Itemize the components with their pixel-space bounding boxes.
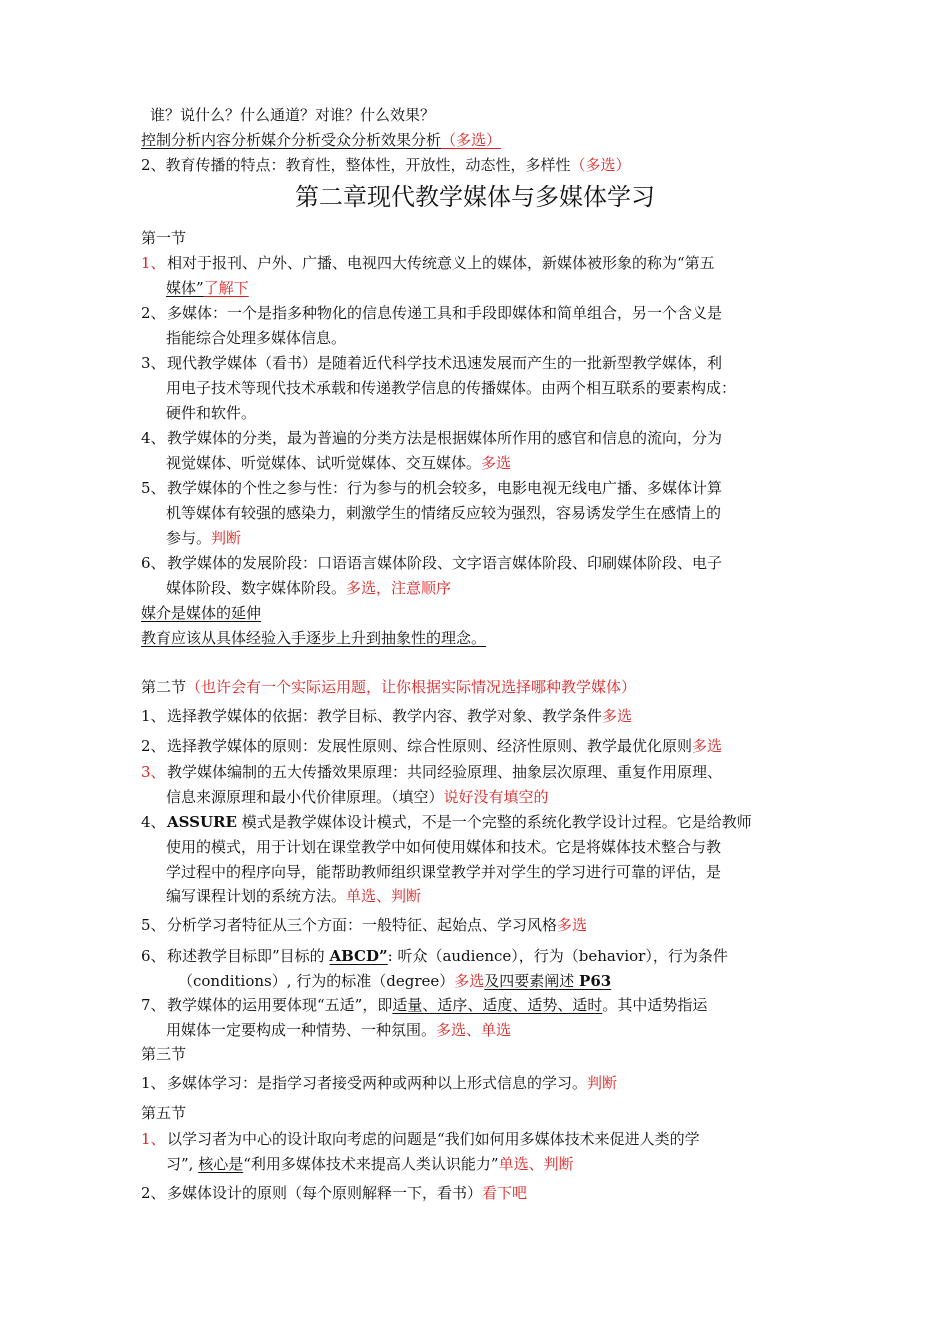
red-note: 多选 [692,737,723,755]
text: “利用多媒体技术来提高人类认识能力” [243,1155,499,1173]
underlined-text: 及四要素阐述 [484,972,580,990]
text: 编写课程计划的系统方法。 [166,887,347,905]
list-item [141,1128,700,1150]
red-note: 多选 [454,972,485,990]
list-item [141,477,722,499]
item-number: 3、 [141,763,166,781]
text: 教学媒体的运用要体现“五适”，即 [167,996,393,1014]
red-note: 看下吧 [482,1184,528,1202]
text-line [166,577,451,599]
section-heading: 第三节 [141,1045,187,1063]
text: 。其中适势指运 [602,996,708,1014]
text-line [166,452,511,474]
item-number: 5、 [141,916,166,934]
red-note: （多选） [570,156,631,174]
text: 参与。 [166,529,212,547]
list-item [141,302,722,324]
red-note: （也许会有一个实际运用题，让你根据实际情况选择哪种教学媒体） [186,678,637,696]
red-note: 单选、判断 [346,887,422,905]
text: : 听众（audience），行为（behavior），行为条件 [387,947,728,965]
item-number: 6、 [141,947,166,965]
red-note: 多选，注意顺序 [346,579,452,597]
text: 媒体阶段、数字媒体阶段。 [166,579,347,597]
red-note: 多选 [557,916,588,934]
text: 2、教育传播的特点：教育性，整体性，开放性，动态性，多样性 [141,156,571,174]
list-item [141,705,632,727]
text: 称述教学目标即”目标的 [167,947,330,965]
bold-term: ABCD” [329,947,388,965]
text-line [166,1019,511,1041]
text-line: 指能综合处理多媒体信息。 [166,329,347,347]
item-number: 2、 [141,1184,166,1202]
text-line [141,129,501,151]
list-item [141,914,587,936]
red-note: 说好没有填空的 [443,788,549,806]
item-number: 1、 [141,1074,166,1092]
section-heading [141,676,636,698]
text: 现代教学媒体（看书）是随着近代科学技术迅速发展而产生的一批新型教学媒体，利 [167,354,723,372]
red-note: 判断 [587,1074,618,1092]
item-number: 5、 [141,479,166,497]
text: 教学媒体编制的五大传播效果原理：共同经验原理、抽象层次原理、重复作用原理、 [167,763,723,781]
list-item [141,994,707,1016]
list-item [141,735,722,757]
underlined-note: 媒介是媒体的延伸 [141,604,262,622]
underlined-text: 媒体” [166,279,204,297]
text: 多媒体学习：是指学习者接受两种或两种以上形式信息的学习。 [167,1074,588,1092]
item-number: 6、 [141,554,166,572]
text: 以学习者为中心的设计取向考虑的问题是“我们如何用多媒体技术来促进人类的学 [167,1130,700,1148]
text-line: 使用的模式，用于计划在课堂教学中如何使用媒体和技术。它是将媒体技术整合与教 [166,838,722,856]
item-number: 1、 [141,254,166,272]
page-reference: P63 [579,972,612,990]
text: 相对于报刊、户外、广播、电视四大传统意义上的媒体，新媒体被形象的称为“第五 [167,254,715,272]
red-note: 多选 [602,707,633,725]
text: 教学媒体的分类，最为普遍的分类方法是根据媒体所作用的感官和信息的流向，分为 [167,429,723,447]
section-heading: 第五节 [141,1104,187,1122]
text: 选择教学媒体的原则：发展性原则、综合性原则、经济性原则、教学最优化原则 [167,737,693,755]
item-number: 4、 [141,813,166,831]
list-item [141,352,722,374]
text-line: 硬件和软件。 [166,404,257,422]
list-item [141,761,722,783]
text-line: 学过程中的程序向导，能帮助教师组织课堂教学并对学生的学习进行可靠的评估，是 [166,863,722,881]
red-note: 多选、单选 [436,1021,512,1039]
underlined-note: 教育应该从具体经验入手逐步上升到抽象性的理念。 [141,629,487,647]
item-number: 3、 [141,354,166,372]
list-item [141,552,722,574]
list-item [141,1182,527,1204]
text-line [141,154,631,176]
section-heading: 第一节 [141,229,187,247]
underlined-text: 控制分析内容分析媒介分析受众分析效果分析 [141,131,442,149]
text: 习”, [166,1155,199,1173]
text: 教学媒体的个性之参与性：行为参与的机会较多，电影电视无线电广播、多媒体计算 [167,479,723,497]
chapter-title: 第二章现代教学媒体与多媒体学习 [295,183,655,211]
underlined-text: 适量、适序、适度、适势、适时 [392,996,603,1014]
item-number: 7、 [141,996,166,1014]
item-number: 4、 [141,429,166,447]
list-item [141,427,722,449]
text: 选择教学媒体的依据：教学目标、教学内容、教学对象、教学条件 [167,707,603,725]
text: 谁？说什么？什么通道？对谁？什么效果？ [150,106,436,124]
text-line [166,527,241,549]
red-note: （多选） [441,131,502,149]
text: 用媒体一定要构成一种情势、一种氛围。 [166,1021,437,1039]
list-item [141,1072,617,1094]
text: 教学媒体的发展阶段：口语语言媒体阶段、文字语言媒体阶段、印刷媒体阶段、电子 [167,554,723,572]
item-number: 1、 [141,1130,166,1148]
text: 视觉媒体、听觉媒体、试听觉媒体、交互媒体。 [166,454,482,472]
item-number: 2、 [141,737,166,755]
text: 信息来源原理和最小代价律原理。（填空） [166,788,444,806]
list-item [141,811,752,833]
red-note: 判断 [211,529,242,547]
text: （conditions）, 行为的标准（degree） [178,972,455,990]
text: 模式是教学媒体设计模式，不是一个完整的系统化教学设计过程。它是给教师 [236,813,752,831]
red-note: 单选、判断 [498,1155,574,1173]
list-item [141,252,715,274]
text-line: 用电子技术等现代技术承载和传递教学信息的传播媒体。由两个相互联系的要素构成： [166,379,737,397]
list-item [141,945,728,967]
text-line [166,786,549,808]
text: 多媒体设计的原则（每个原则解释一下，看书） [167,1184,483,1202]
item-number: 1、 [141,707,166,725]
item-number: 2、 [141,304,166,322]
text-line [166,277,249,299]
text-line [178,970,611,992]
heading-text: 第二节 [141,678,187,696]
red-note: 多选 [481,454,512,472]
underlined-text: 核心是 [198,1155,244,1173]
text-line [166,885,421,907]
bold-term: ASSURE [167,813,237,831]
text-line [150,104,435,126]
red-note: 了解下 [203,279,249,297]
text-line [166,1153,574,1175]
text-line: 机等媒体有较强的感染力，刺激学生的情绪反应较为强烈，容易诱发学生在感情上的 [166,504,722,522]
text: 多媒体：一个是指多种物化的信息传递工具和手段即媒体和简单组合，另一个含义是 [167,304,723,322]
text: 分析学习者特征从三个方面：一般特征、起始点、学习风格 [167,916,558,934]
